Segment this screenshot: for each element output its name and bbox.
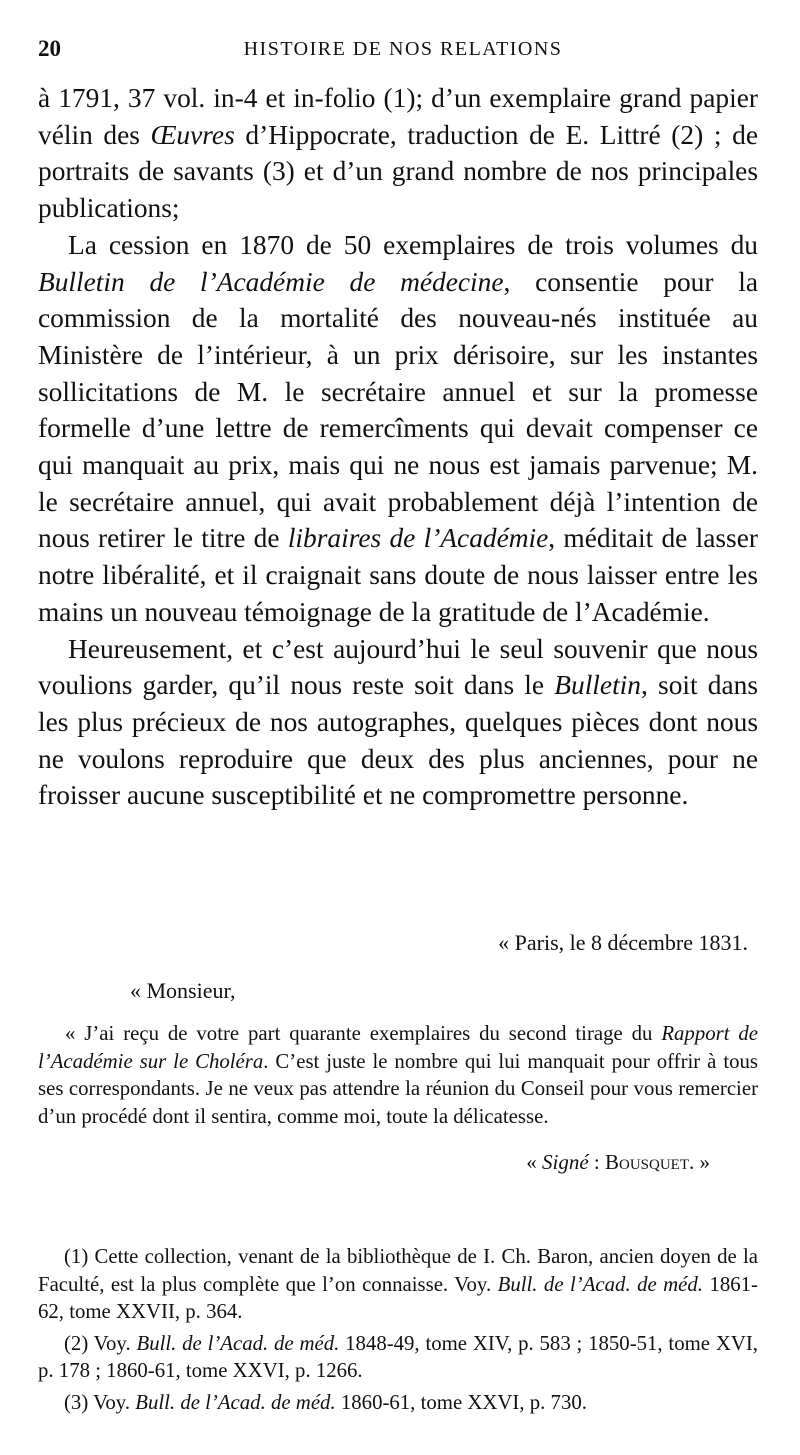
text-run: d’Hippocrate, traduction de E. Littré (2) ; de portraits de savants (3) et d’un grand nombre de nos principales publications; [38, 119, 758, 224]
text-run: Heureusement, et c’est aujourd’hui le seul souvenir que nous voulions garder, qu’il nous reste soit dans le [38, 633, 758, 701]
paragraph-heureusement [38, 631, 758, 815]
text-run: (3) Voy. [64, 1390, 136, 1414]
italic-title: Rapport de l’Académie sur le Choléra [38, 1022, 758, 1073]
letter-salutation: « Monsieur, [130, 978, 236, 1003]
text-run: 1861-62, tome XXVII, p. 364. [38, 1272, 758, 1323]
text-run: La cession en 1870 de 50 exemplaires de trois volumes du [68, 229, 758, 260]
letter-signature [38, 1150, 758, 1175]
text-run: 1848-49, tome XIV, p. 583 ; 1850-51, tome XVI, p. 178 ; 1860-61, tome XXVI, p. 1266. [38, 1331, 758, 1382]
text-run: (2) Voy. [64, 1331, 137, 1355]
italic-citation: Bull. de l’Acad. de méd. [135, 1390, 336, 1414]
italic-phrase: libraires de l’Académie [287, 523, 549, 554]
italic-title: Œuvres [150, 119, 235, 150]
footnote [38, 1330, 758, 1385]
italic-title: Bulletin de l’Académie de médecine [38, 266, 504, 297]
signer-name: Bousquet [604, 1150, 689, 1174]
text-run: « J’ai reçu de votre part quarante exemplaires du second tirage du [65, 1022, 662, 1045]
footnotes [38, 1243, 758, 1420]
page-header [38, 36, 768, 68]
paragraph-continuation [38, 80, 758, 227]
italic-title: Bulletin [554, 670, 641, 701]
text-run: , soit dans les plus précieux de nos autographes, quelques pièces dont nous ne voulons reproduire que deux des plus anciennes, pour ne froisser aucune susceptibilité et ne compromettre personne. [38, 670, 758, 811]
text-run: à 1791, 37 vol. in-4 et in-folio (1); d’un exemplaire grand papier vélin des [38, 83, 758, 150]
quoted-letter [38, 930, 758, 1175]
quote-open: « [526, 1150, 542, 1174]
colon: : [588, 1150, 605, 1174]
paragraph-cession [38, 227, 758, 631]
italic-citation: Bull. de l’Acad. de méd. [497, 1272, 704, 1296]
text-run: , méditait de lasser notre libéralité, et il craignait sans doute de nous laisser entre les mains un nouveau témoignage de la gratitude de l’Académie. [38, 523, 758, 627]
text-run: . C’est juste le nombre qui lui manquait pour offrir à tous ses correspondants. Je ne veux pas attendre la réunion du Conseil pour vous remercier d’un procédé dont il sentira, comme moi, toute la délicatesse. [38, 1049, 758, 1128]
letter-body [38, 1020, 758, 1130]
running-title: HISTOIRE DE NOS RELATIONS [243, 38, 563, 60]
quote-close: . » [689, 1150, 710, 1174]
text-run: , consentie pour la commission de la mortalité des nouveau-nés instituée au Ministère de l’intérieur, à un prix dérisoire, sur les instantes sollicitations de M. le secrétaire annuel et sur la promesse formelle d’une lettre de remercîments qui devait compenser ce qui manquait au prix, mais qui ne nous est jamais parvenue; M. le secrétaire annuel, qui avait probablement déjà l’intention de nous retirer le titre de [38, 266, 758, 554]
text-run: 1860-61, tome XXVI, p. 730. [335, 1390, 587, 1414]
text-run: (1) Cette collection, venant de la bibliothèque de I. Ch. Baron, ancien doyen de la Faculté, est la plus complète que l’on connaisse. Voy. [38, 1245, 758, 1296]
italic-citation: Bull. de l’Acad. de méd. [136, 1331, 340, 1355]
letter-dateline: « Paris, le 8 décembre 1831. [498, 930, 748, 955]
footnote [38, 1243, 758, 1326]
main-text [38, 80, 758, 814]
page-number: 20 [38, 36, 61, 61]
footnote [38, 1389, 758, 1417]
signed-label: Signé [541, 1150, 589, 1174]
